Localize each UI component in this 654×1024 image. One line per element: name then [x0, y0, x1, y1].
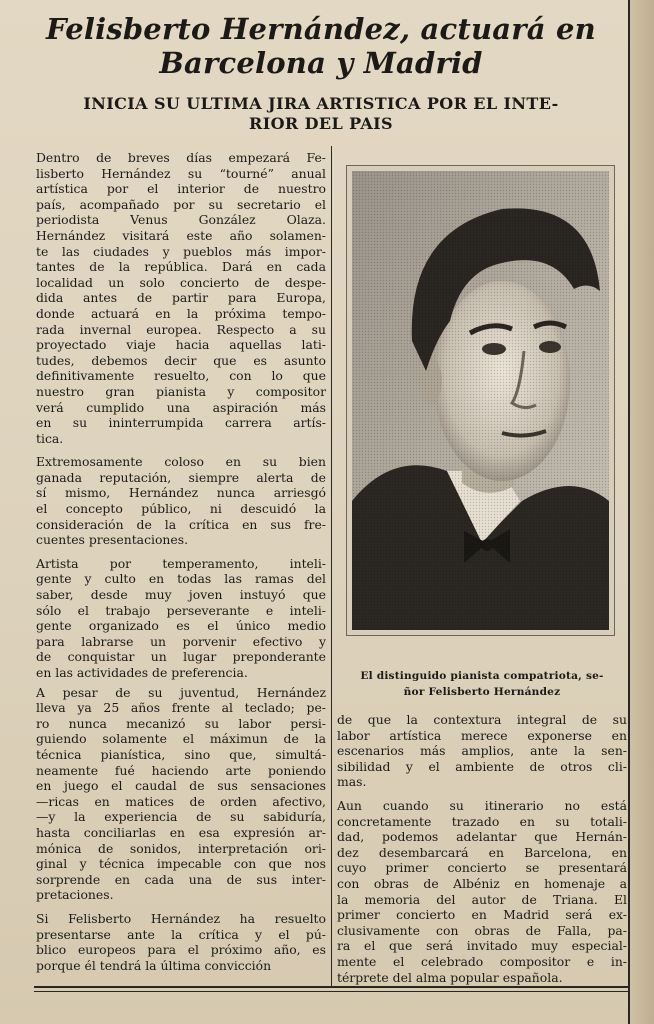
text-line: sibilidad y el ambiente de otros cli- — [337, 758, 627, 774]
text-line: nuestro gran pianista y compositor — [36, 383, 326, 399]
paragraph-6 — [337, 712, 627, 790]
paragraph-1 — [36, 150, 326, 446]
text-line: hasta conciliarlas en esa expresión ar- — [36, 824, 326, 840]
text-line: te las ciudades y pueblos más impor- — [36, 243, 326, 259]
column-divider — [331, 146, 332, 988]
text-line: ganada reputación, siempre alerta de — [36, 469, 326, 485]
text-line: el concepto público, ni descuidó la — [36, 501, 326, 517]
text-line: primer concierto en Madrid será ex- — [337, 907, 627, 923]
text-line: mas. — [337, 774, 367, 790]
text-line: Si Felisberto Hernández ha resuelto — [36, 910, 326, 926]
text-line: ginal y técnica impecable con que nos — [36, 856, 326, 872]
text-line: consideración de la crítica en sus fre- — [36, 516, 326, 532]
text-line: la memoria del autor de Triana. El — [337, 891, 627, 907]
text-line: mente el celebrado compositor e in- — [337, 953, 627, 969]
headline-line-2: Barcelona y Madrid — [159, 46, 483, 80]
adjacent-page-edge — [628, 0, 654, 1024]
text-line: proyectado viaje hacia aquellas lati- — [36, 337, 326, 353]
text-line: guiendo solamente el máximun de la — [36, 731, 326, 747]
right-column — [337, 712, 627, 985]
text-line: técnica pianística, sino que, simultá- — [36, 746, 326, 762]
left-column — [36, 150, 326, 973]
bottom-rule — [34, 986, 628, 988]
text-line: localidad un solo concierto de despe- — [36, 274, 326, 290]
text-line: lleva ya 25 años frente al teclado; pe- — [36, 700, 326, 716]
text-line: ro nunca mecanizó su labor persi- — [36, 715, 326, 731]
text-line: neamente fué haciendo arte poniendo — [36, 762, 326, 778]
text-line: donde actuará en la próxima tempo- — [36, 305, 326, 321]
text-line: sorprende en cada una de sus inter- — [36, 871, 326, 887]
paragraph-3 — [36, 556, 326, 681]
text-line: concretamente trazado en su totali- — [337, 813, 627, 829]
text-line: Dentro de breves días empezará Fe- — [36, 150, 326, 165]
paragraph-5 — [36, 911, 326, 973]
caption-line-2: ñor Felisberto Hernández — [403, 686, 561, 698]
text-line: mónica de sonidos, interpretación ori- — [36, 840, 326, 856]
text-line: de que la contextura integral de su — [337, 712, 627, 727]
text-line: pretaciones. — [36, 887, 114, 903]
text-line: lisberto Hernández su “tourné” anual — [36, 165, 326, 181]
bottom-rule-thin — [34, 991, 628, 992]
paragraph-4 — [36, 685, 326, 903]
text-line: blico europeos para el próximo año, es — [36, 942, 326, 958]
text-line: país, acompañado por su secretario el — [36, 196, 326, 212]
subheadline-line-2: RIOR DEL PAIS — [249, 114, 393, 133]
text-line: ra el que será invitado muy especial- — [337, 938, 627, 954]
portrait-photo — [352, 171, 609, 630]
text-line: dad, podemos adelantar que Hernán- — [337, 829, 627, 845]
headline-line-1: Felisberto Hernández, actuará en — [46, 12, 596, 46]
paragraph-7 — [337, 798, 627, 985]
text-line: en las actividades de preferencia. — [36, 665, 248, 680]
text-line: Extremosamente coloso en su bien — [36, 454, 326, 470]
text-line: porque él tendrá la última convicción — [36, 957, 272, 973]
text-line: escenarios más amplios, ante la sen- — [337, 743, 627, 759]
text-line: verá cumplido una aspiración más — [36, 399, 326, 415]
text-line: tica. — [36, 430, 64, 446]
text-line: gente y culto en todas las ramas del — [36, 571, 326, 587]
text-line: gente organizado es el único medio — [36, 618, 326, 634]
text-line: en su ininterrumpida carrera artís- — [36, 415, 326, 431]
text-line: Hernández visitará este año solamen- — [36, 227, 326, 243]
text-line: cuentes presentaciones. — [36, 532, 189, 548]
text-line: —y la experiencia de su sabiduría, — [36, 809, 326, 825]
text-line: tantes de la república. Dará en cada — [36, 259, 326, 275]
text-line: con obras de Albéniz en homenaje a — [337, 875, 627, 891]
text-line: dez desembarcará en Barcelona, en — [337, 844, 627, 860]
text-line: Aun cuando su itinerario no está — [337, 797, 627, 813]
text-line: tudes, debemos decir que es asunto — [36, 352, 326, 368]
text-line: para labrarse un porvenir efectivo y — [36, 633, 326, 649]
text-line: —ricas en matices de orden afectivo, — [36, 793, 326, 809]
text-line: rada invernal europea. Respecto a su — [36, 321, 326, 337]
text-line: sí mismo, Hernández nunca arriesgó — [36, 485, 326, 501]
text-line: térprete del alma popular española. — [337, 969, 563, 985]
text-line: A pesar de su juventud, Hernández — [36, 684, 326, 700]
text-line: saber, desde muy joven instuyó que — [36, 587, 326, 603]
text-line: sólo el trabajo perseverante e inteli- — [36, 602, 326, 618]
caption-line-1: El distinguido pianista compatriota, se- — [360, 670, 604, 682]
paragraph-2 — [36, 454, 326, 548]
text-line: dida antes de partir para Europa, — [36, 290, 326, 306]
portrait-photo-frame — [346, 165, 615, 636]
text-line: de conquistar un lugar preponderante — [36, 649, 326, 665]
text-line: cuyo primer concierto se presentará — [337, 860, 627, 876]
text-line: en juego el caudal de sus sensaciones — [36, 778, 326, 794]
photo-caption — [337, 668, 627, 700]
text-line: presentarse ante la crítica y el pú- — [36, 926, 326, 942]
text-line: definitivamente resuelto, con lo que — [36, 368, 326, 384]
text-line: clusivamente con obras de Falla, pa- — [337, 922, 627, 938]
text-line: labor artística merece exponerse en — [337, 727, 627, 743]
text-line: periodista Venus González Olaza. — [36, 212, 326, 228]
text-line: Artista por temperamento, inteli- — [36, 555, 326, 571]
subheadline-line-1: INICIA SU ULTIMA JIRA ARTISTICA POR EL INTE- — [83, 94, 559, 113]
text-line: artística por el interior de nuestro — [36, 181, 326, 197]
